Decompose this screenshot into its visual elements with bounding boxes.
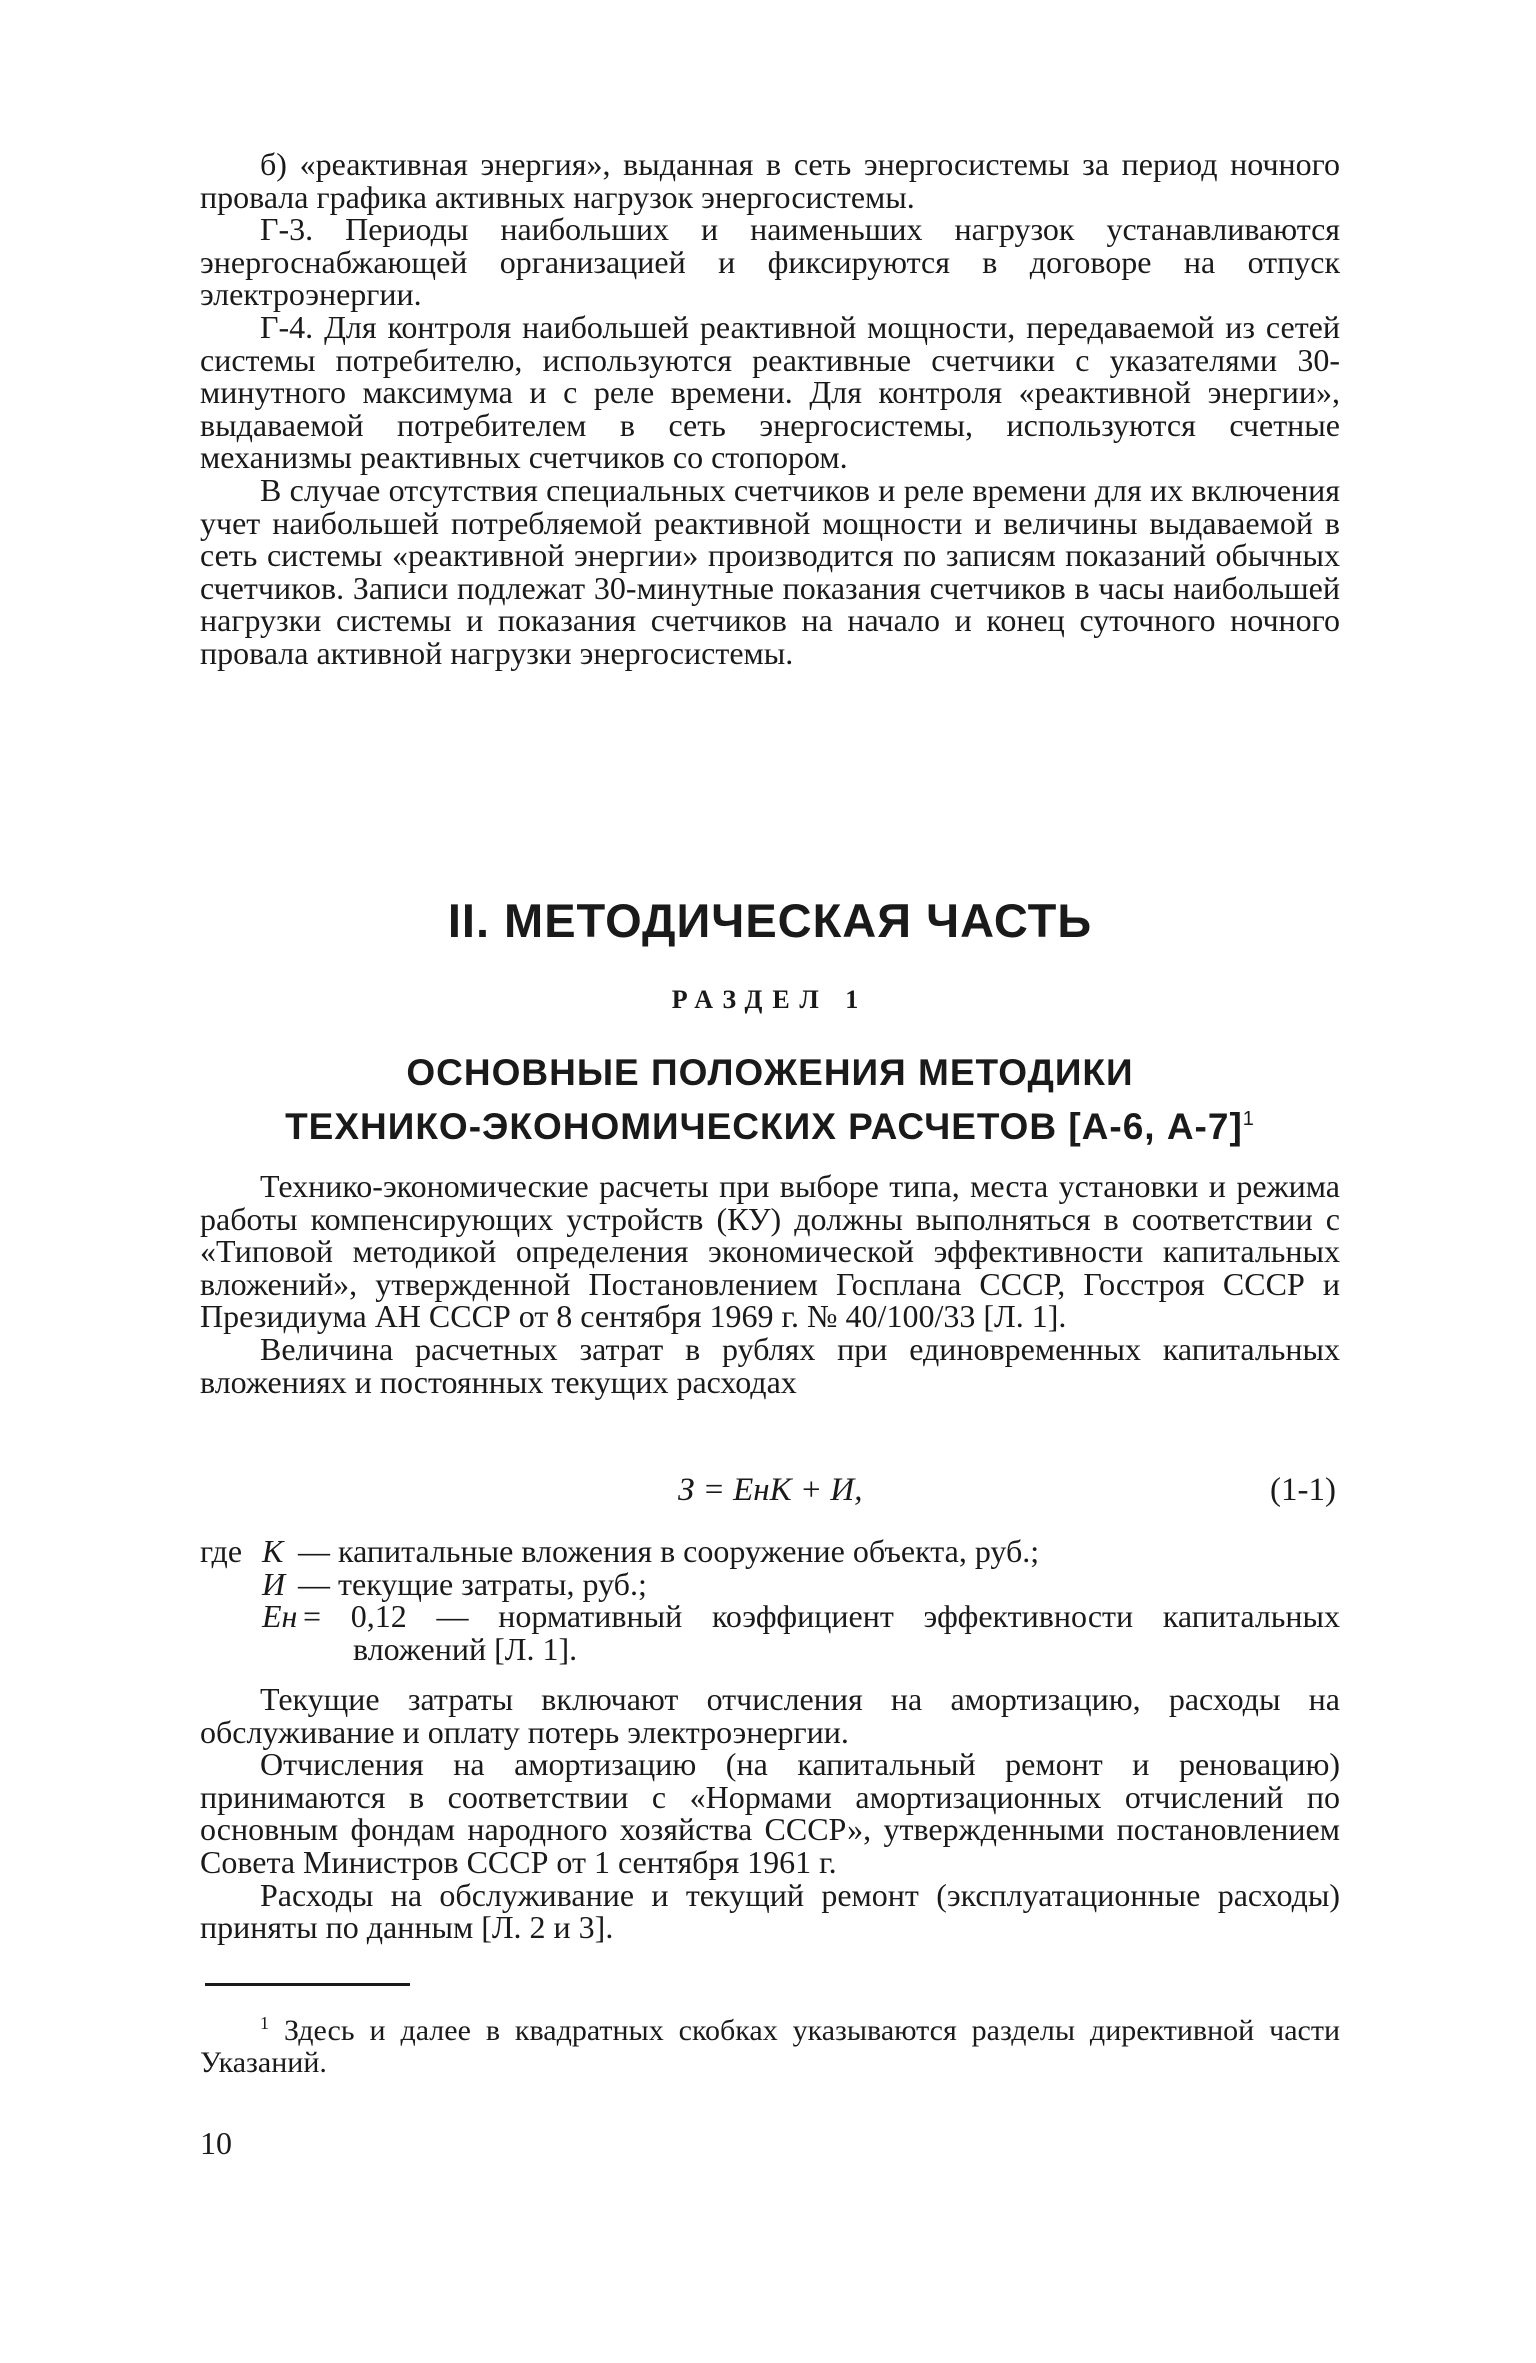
section-title-line-1: ОСНОВНЫЕ ПОЛОЖЕНИЯ МЕТОДИКИ: [406, 1052, 1134, 1093]
paragraph: Расходы на обслуживание и текущий ремонт (эксплуатационные расходы) приняты по данным [Л. 2 и 3].: [200, 1876, 1340, 1946]
paragraph: Текущие затраты включают отчисления на амортизацию, расходы на обслуживание и оплату потерь электроэнергии.: [200, 1681, 1340, 1750]
page-number: 10: [200, 2125, 232, 2161]
section-title-line-2: ТЕХНИКО-ЭКОНОМИЧЕСКИХ РАСЧЕТОВ [А-6, А-7]$^1$: [285, 1106, 1255, 1147]
definition-row: [200, 1535, 1340, 1568]
formula-number: (1-1): [1270, 1472, 1336, 1508]
paragraph: Г-3. Периоды наибольших и наименьших нагрузок устанавливаются энергоснабжающей организацией и фиксируются в договоре на отпуск электроэнергии.: [200, 211, 1340, 313]
formula-expression: З = EнK + И,: [678, 1472, 863, 1508]
paragraph: Г-4. Для контроля наибольшей реактивной мощности, передаваемой из сетей системы потребителю, используются реактивные счетчики с указателями 30-минутного максимума и с реле времени. Для контроля «реактивной энергии», выдаваемой потребителем в сеть энергосистемы, используются счетные механизмы реактивных счетчиков со стопором.: [200, 308, 1340, 476]
definition-symbol: И: [262, 1565, 286, 1602]
footnote: [200, 2007, 1340, 2079]
definitions: [200, 1535, 1340, 1665]
section-title: [200, 1050, 1340, 1150]
section-label: РАЗДЕЛ 1: [671, 985, 869, 1014]
part-title: II. МЕТОДИЧЕСКАЯ ЧАСТЬ: [447, 894, 1093, 947]
body-before-formula: [200, 1170, 1340, 1398]
body-after-formula: [200, 1683, 1340, 1944]
formula: [200, 1472, 1340, 1512]
definition-text: — капитальные вложения в сооружение объекта, руб.;: [298, 1533, 1040, 1569]
definition-row: [200, 1565, 1340, 1602]
footnote-mark: 1: [260, 2013, 269, 2033]
definition-row: [200, 1600, 1340, 1665]
top-section: [200, 148, 1340, 670]
footnote-divider: [205, 1983, 410, 1986]
paragraph: Величина расчетных затрат в рублях при единовременных капитальных вложениях и постоянных текущих расходах: [200, 1330, 1340, 1400]
definition-symbol: Eн: [262, 1598, 298, 1635]
definition-text: = 0,12 — нормативный коэффициент эффективности капитальных вложений [Л. 1].: [303, 1598, 1340, 1667]
paragraph: б) «реактивная энергия», выданная в сеть энергосистемы за период ночного провала графика активных нагрузок энергосистемы.: [200, 146, 1340, 215]
paragraph: Отчисления на амортизацию (на капитальный ремонт и реновацию) принимаются в соответствии с «Нормами амортизационных отчислений по основным фондам народного хозяйства СССР», утвержденными постановлением Совета Министров СССР от 1 сентября 1961 г.: [200, 1746, 1340, 1880]
paragraph: Технико-экономические расчеты при выборе типа, места установки и режима работы компенсирующих устройств (КУ) должны выполняться в соответствии с «Типовой методикой определения экономической эффективности капитальных вложений», утвержденной Постановлением Госплана СССР, Госстроя СССР и Президиума АН СССР от 8 сентября 1969 г. № 40/100/33 [Л. 1].: [200, 1168, 1340, 1335]
definition-text: — текущие затраты, руб.;: [298, 1565, 647, 1602]
footnote-text: $^1$ Здесь и далее в квадратных скобках указываются разделы директивной части Указаний.: [200, 2013, 1341, 2079]
paragraph: В случае отсутствия специальных счетчиков и реле времени для их включения учет наибольшей потребляемой реактивной мощности и величины выдаваемой в сеть системы «реактивной энергии» производится по записям показаний обычных счетчиков. Записи подлежат 30-минутные показания счетчиков в часы наибольшей нагрузки системы и показания счетчиков на начало и конец суточного ночного провала активной нагрузки энергосистемы.: [200, 471, 1340, 671]
definition-intro: где: [200, 1533, 243, 1569]
definition-symbol: K: [262, 1533, 284, 1569]
footnote-mark: 1: [1242, 1108, 1255, 1130]
